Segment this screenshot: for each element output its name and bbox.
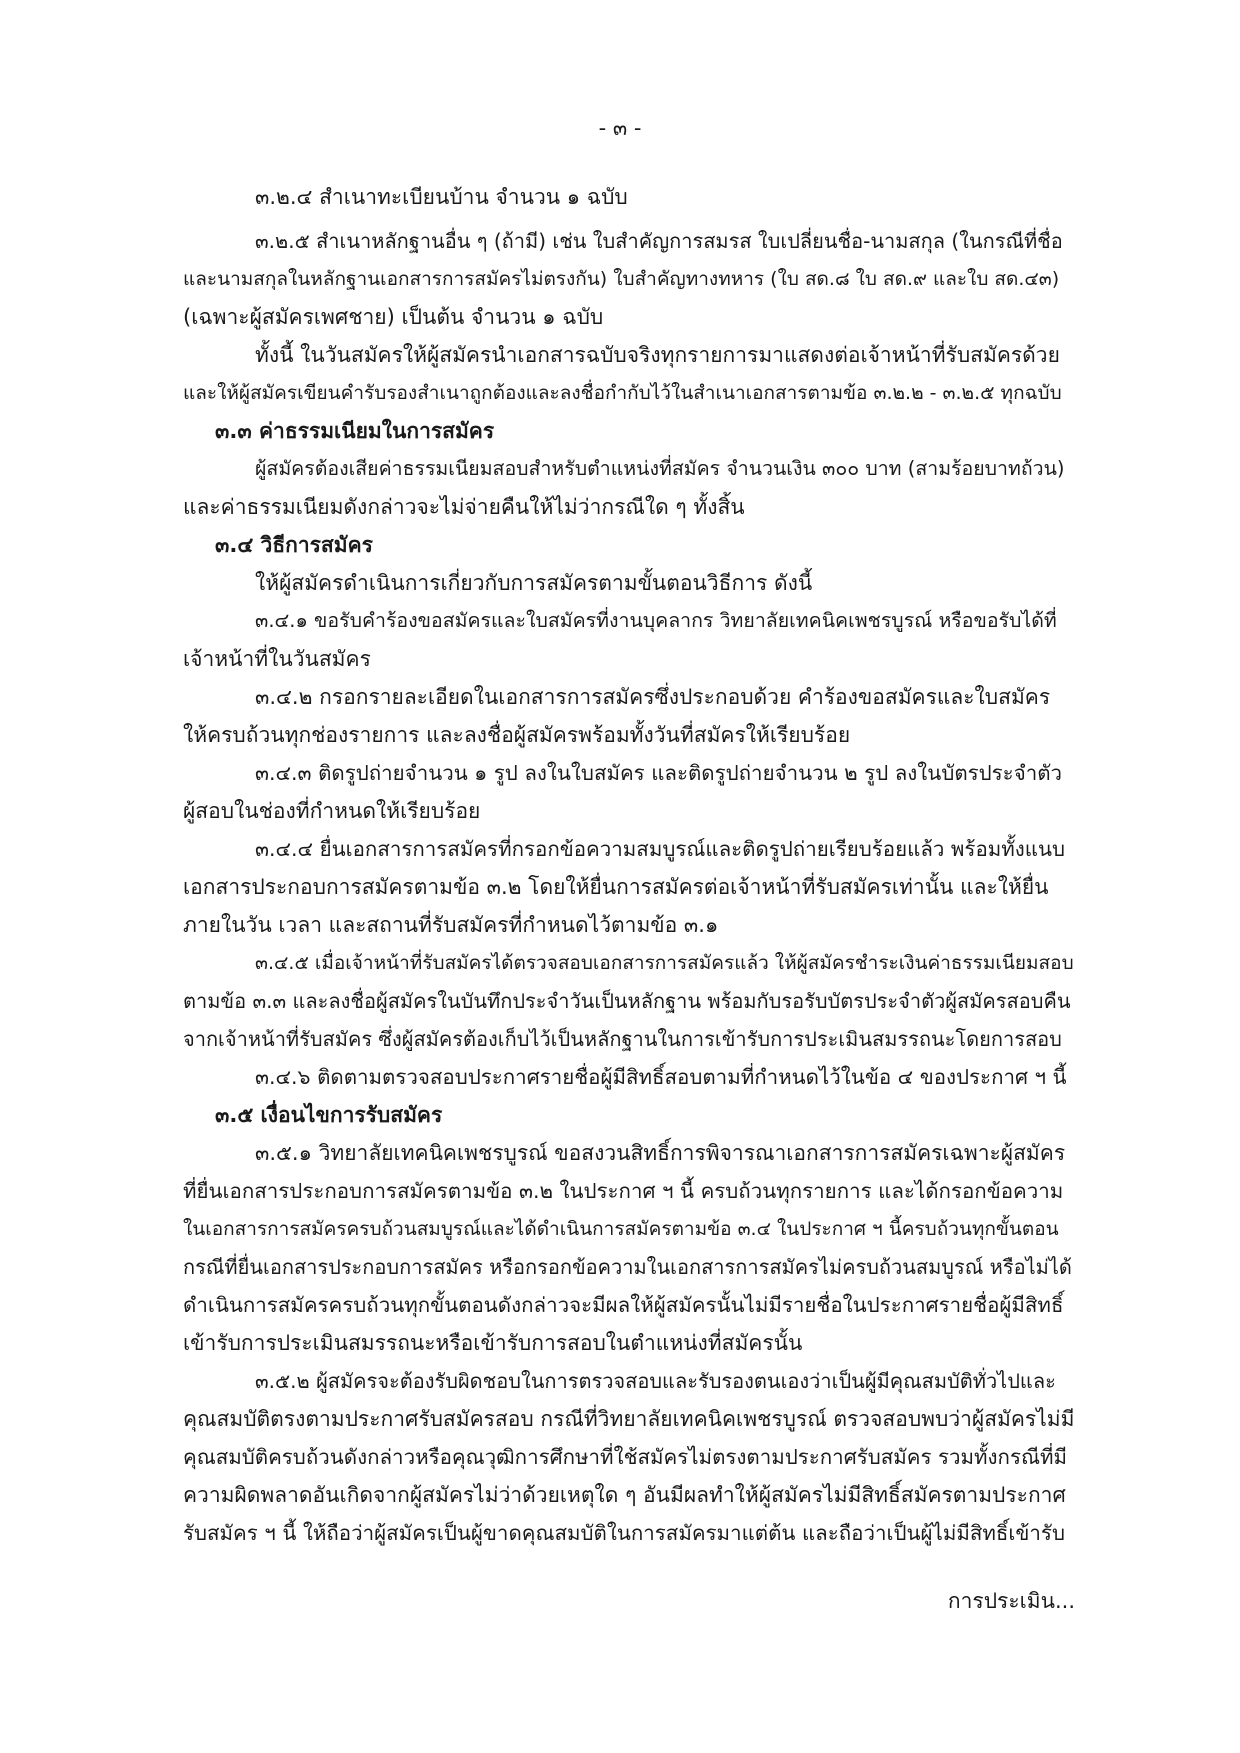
paragraph-line: ภายในวัน เวลา และสถานที่รับสมัครที่กำหนดไว้ตามข้อ ๓.๑ bbox=[183, 913, 719, 937]
paragraph-line: ๓.๔.๓ ติดรูปถ่ายจำนวน ๑ รูป ลงในใบสมัคร และติดรูปถ่ายจำนวน ๒ รูป ลงในบัตรประจำตัว bbox=[255, 761, 1063, 785]
paragraph-line: ๓.๔.๔ ยื่นเอกสารการสมัครที่กรอกข้อความสมบูรณ์และติดรูปถ่ายเรียบร้อยแล้ว พร้อมทั้งแนบ bbox=[255, 837, 1066, 861]
paragraph-line: เข้ารับการประเมินสมรรถนะหรือเข้ารับการสอบในตำแหน่งที่สมัครนั้น bbox=[183, 1331, 803, 1355]
paragraph-line: ๓.๔.๕ เมื่อเจ้าหน้าที่รับสมัครได้ตรวจสอบเอกสารการสมัครแล้ว ให้ผู้สมัครชำระเงินค่าธรรมเนียมสอบ bbox=[255, 952, 1074, 974]
section-heading: ๓.๕ เงื่อนไขการรับสมัคร bbox=[215, 1103, 443, 1127]
paragraph-line: และให้ผู้สมัครเขียนคำรับรองสำเนาถูกต้องและลงชื่อกำกับไว้ในสำเนาเอกสารตามข้อ ๓.๒.๒ - ๓.๒.๕ ทุกฉบับ bbox=[183, 382, 1062, 404]
paragraph-line: (เฉพาะผู้สมัครเพศชาย) เป็นต้น จำนวน ๑ ฉบับ bbox=[183, 305, 604, 329]
paragraph-line: ๓.๔.๖ ติดตามตรวจสอบประกาศรายชื่อผู้มีสิทธิ์สอบตามที่กำหนดไว้ในข้อ ๔ ของประกาศ ฯ นี้ bbox=[255, 1065, 1067, 1089]
paragraph-line: และนามสกุลในหลักฐานเอกสารการสมัครไม่ตรงกัน) ใบสำคัญทางทหาร (ใบ สด.๘ ใบ สด.๙ และใบ สด.๔๓) bbox=[183, 268, 1060, 290]
paragraph-line: ที่ยื่นเอกสารประกอบการสมัครตามข้อ ๓.๒ ในประกาศ ฯ นี้ ครบถ้วนทุกรายการ และได้กรอกข้อความ bbox=[183, 1179, 1064, 1203]
paragraph-line: และค่าธรรมเนียมดังกล่าวจะไม่จ่ายคืนให้ไม่ว่ากรณีใด ๆ ทั้งสิ้น bbox=[183, 495, 745, 519]
paragraph-line: ความผิดพลาดอันเกิดจากผู้สมัครไม่ว่าด้วยเหตุใด ๆ อันมีผลทำให้ผู้สมัครไม่มีสิทธิ์สมัครตามประกาศ bbox=[183, 1483, 1066, 1507]
paragraph-line: ผู้สมัครต้องเสียค่าธรรมเนียมสอบสำหรับตำแหน่งที่สมัคร จำนวนเงิน ๓๐๐ บาท (สามร้อยบาทถ้วน) bbox=[255, 457, 1065, 480]
paragraph-line: ๓.๔.๑ ขอรับคำร้องขอสมัครและใบสมัครที่งานบุคลากร วิทยาลัยเทคนิคเพชรบูรณ์ หรือขอรับได้ที่ bbox=[255, 609, 1057, 632]
paragraph-line: จากเจ้าหน้าที่รับสมัคร ซึ่งผู้สมัครต้องเก็บไว้เป็นหลักฐานในการเข้ารับการประเมินสมรรถนะโดยการสอบ bbox=[183, 1027, 1062, 1051]
paragraph-line: ทั้งนี้ ในวันสมัครให้ผู้สมัครนำเอกสารฉบับจริงทุกรายการมาแสดงต่อเจ้าหน้าที่รับสมัครด้วย bbox=[255, 343, 1060, 367]
paragraph-line: กรณีที่ยื่นเอกสารประกอบการสมัคร หรือกรอกข้อความในเอกสารการสมัครไม่ครบถ้วนสมบูรณ์ หรือไม่ได้ bbox=[183, 1255, 1072, 1279]
section-heading: ๓.๔ วิธีการสมัคร bbox=[215, 533, 373, 557]
paragraph-line: ผู้สอบในช่องที่กำหนดให้เรียบร้อย bbox=[183, 799, 481, 823]
paragraph-line: คุณสมบัติครบถ้วนดังกล่าวหรือคุณวุฒิการศึกษาที่ใช้สมัครไม่ตรงตามประกาศรับสมัคร รวมทั้งกรณีที่มี bbox=[183, 1445, 1068, 1469]
section-heading: ๓.๓ ค่าธรรมเนียมในการสมัคร bbox=[215, 419, 495, 443]
paragraph-line: ๓.๔.๒ กรอกรายละเอียดในเอกสารการสมัครซึ่งประกอบด้วย คำร้องขอสมัครและใบสมัคร bbox=[255, 685, 1051, 709]
paragraph-line: ให้ผู้สมัครดำเนินการเกี่ยวกับการสมัครตามขั้นตอนวิธีการ ดังนี้ bbox=[255, 571, 813, 595]
paragraph-line: รับสมัคร ฯ นี้ ให้ถือว่าผู้สมัครเป็นผู้ขาดคุณสมบัติในการสมัครมาแต่ต้น และถือว่าเป็นผู้ไม่มีสิทธิ์เข้ารับ bbox=[183, 1521, 1065, 1545]
page-number: - ๓ - bbox=[598, 116, 642, 140]
paragraph-line: ตามข้อ ๓.๓ และลงชื่อผู้สมัครในบันทึกประจำวันเป็นหลักฐาน พร้อมกับรอรับบัตรประจำตัวผู้สมัครสอบคืน bbox=[183, 989, 1071, 1013]
paragraph-line: เจ้าหน้าที่ในวันสมัคร bbox=[183, 647, 371, 671]
paragraph-line: ๓.๕.๑ วิทยาลัยเทคนิคเพชรบูรณ์ ขอสงวนสิทธิ์การพิจารณาเอกสารการสมัครเฉพาะผู้สมัคร bbox=[255, 1141, 1066, 1165]
paragraph-line: ดำเนินการสมัครครบถ้วนทุกขั้นตอนดังกล่าวจะมีผลให้ผู้สมัครนั้นไม่มีรายชื่อในประกาศรายชื่อผู้มีสิทธิ์ bbox=[183, 1293, 1064, 1317]
paragraph-line: ๓.๕.๒ ผู้สมัครจะต้องรับผิดชอบในการตรวจสอบและรับรองตนเองว่าเป็นผู้มีคุณสมบัติทั่วไปและ bbox=[255, 1369, 1056, 1393]
paragraph-line: ให้ครบถ้วนทุกช่องรายการ และลงชื่อผู้สมัครพร้อมทั้งวันที่สมัครให้เรียบร้อย bbox=[183, 723, 851, 747]
paragraph-line: ๓.๒.๕ สำเนาหลักฐานอื่น ๆ (ถ้ามี) เช่น ใบสำคัญการสมรส ใบเปลี่ยนชื่อ-นามสกุล (ในกรณีที่ชื่อ bbox=[255, 229, 1063, 253]
continuation-text: การประเมิน... bbox=[947, 1589, 1075, 1613]
paragraph-line: ในเอกสารการสมัครครบถ้วนสมบูรณ์และได้ดำเนินการสมัครตามข้อ ๓.๔ ในประกาศ ฯ นี้ครบถ้วนทุกขั้นตอน bbox=[183, 1218, 1059, 1240]
paragraph-line: ๓.๒.๔ สำเนาทะเบียนบ้าน จำนวน ๑ ฉบับ bbox=[255, 185, 628, 209]
paragraph-line: คุณสมบัติตรงตามประกาศรับสมัครสอบ กรณีที่วิทยาลัยเทคนิคเพชรบูรณ์ ตรวจสอบพบว่าผู้สมัครไม่มี bbox=[183, 1407, 1075, 1431]
paragraph-line: เอกสารประกอบการสมัครตามข้อ ๓.๒ โดยให้ยื่นการสมัครต่อเจ้าหน้าที่รับสมัครเท่านั้น และให้ยื่น bbox=[183, 875, 1049, 899]
